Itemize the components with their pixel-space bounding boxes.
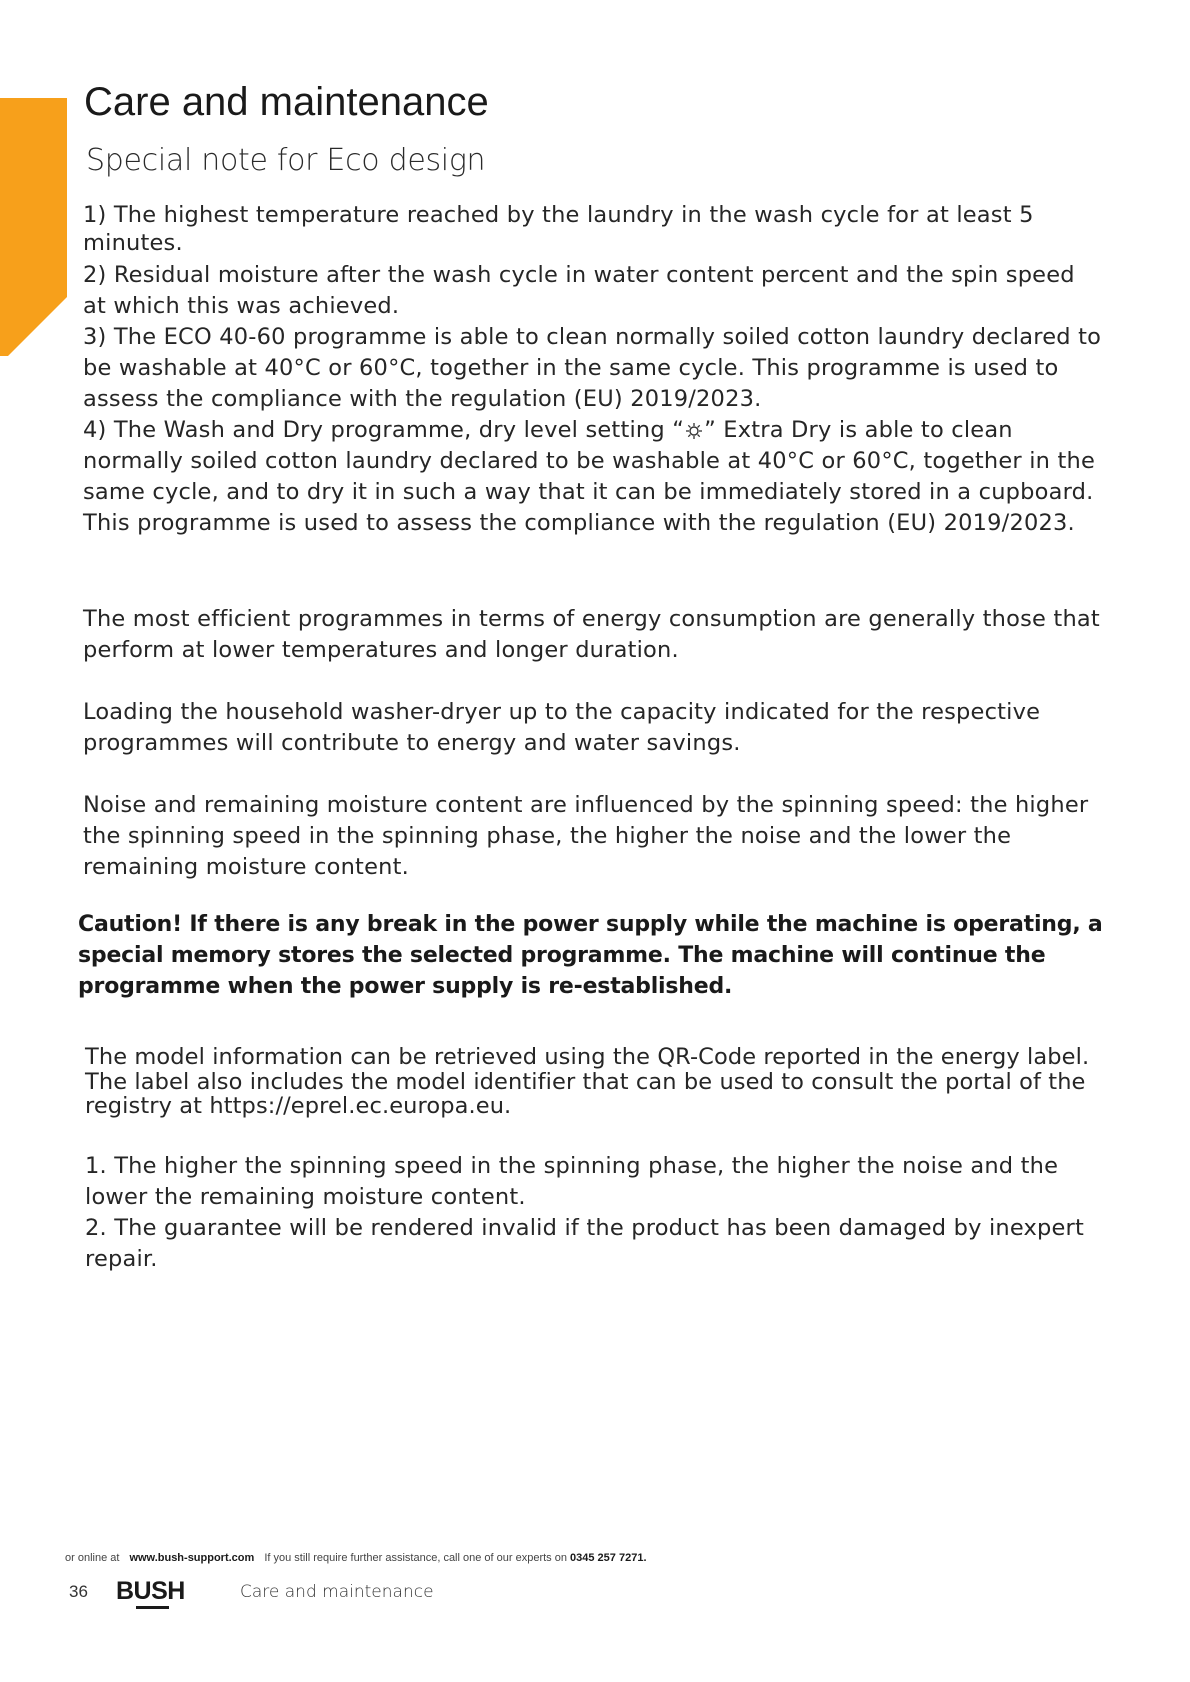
extra-dry-icon [685,422,703,440]
noise-paragraph: Noise and remaining moisture content are influenced by the spinning speed: the higher the spinning speed in the spinning phase, the higher the noise and the lower the remaining moisture content. [83,792,1089,880]
eco-notes [83,201,1103,539]
numbered-notes [85,1151,1105,1275]
accent-tab-shape [0,98,67,356]
support-phone-number: 0345 257 7271. [570,1552,647,1564]
brand-logo [116,1577,185,1605]
page-number: 36 [69,1582,88,1601]
eco-note-3: 3) The ECO 40-60 programme is able to clean normally soiled cotton laundry declared to be washable at 40°C or 60°C, together in the same cycle. This programme is used to assess the compliance with the regulation (EU) 2019/2023. [83,324,1102,412]
brand-logo-text: BUSH [116,1577,185,1605]
eco-note-4-text-start: 4) The Wash and Dry programme, dry level setting “ [83,417,685,443]
section-subtitle: Special note for Eco design [86,143,486,178]
footer-support-middle: If you still require further assistance, call one of our experts on [264,1552,567,1564]
accent-tab [0,98,67,356]
eco-note-2: 2) Residual moisture after the wash cycle in water content percent and the spin speed at which this was achieved. [83,262,1075,319]
model-info-paragraph: The model information can be retrieved using the QR-Code reported in the energy label. The label also includes the model identifier that can be used to consult the portal of the registry at https://eprel.ec.europa.eu. [85,1044,1090,1119]
numbered-note-2: 2. The guarantee will be rendered invalid if the product has been damaged by inexpert repair. [85,1215,1085,1272]
eco-note-1: 1) The highest temperature reached by the laundry in the wash cycle for at least 5 minutes. [83,202,1034,256]
footer-section-name: Care and maintenance [240,1582,434,1602]
brand-logo-underline [136,1606,169,1609]
efficiency-paragraph: The most efficient programmes in terms of energy consumption are generally those that perform at lower temperatures and longer duration. [83,606,1100,663]
loading-paragraph: Loading the household washer-dryer up to the capacity indicated for the respective programmes will contribute to energy and water savings. [83,699,1041,756]
numbered-note-1: 1. The higher the spinning speed in the spinning phase, the higher the noise and the lower the remaining moisture content. [85,1153,1059,1210]
eco-note-4 [83,415,1103,539]
support-website-link[interactable]: www.bush-support.com [129,1552,255,1564]
footer-support-prefix: or online at [65,1552,120,1564]
caution-note: Caution! If there is any break in the power supply while the machine is operating, a special memory stores the selected programme. The machine will continue the programme when the power supply is re-established. [78,912,1103,999]
eco-note-4-text-end: ” Extra Dry is able to clean normally soiled cotton laundry declared to be washable at 40°C or 60°C, together in the same cycle, and to dry it in such a way that it can be immediately stored in a cupboard. This programme is used to assess the compliance with the regulation (EU) 2019/2023. [83,417,1096,536]
page-title: Care and maintenance [84,80,489,124]
footer-support-line [65,1552,647,1564]
